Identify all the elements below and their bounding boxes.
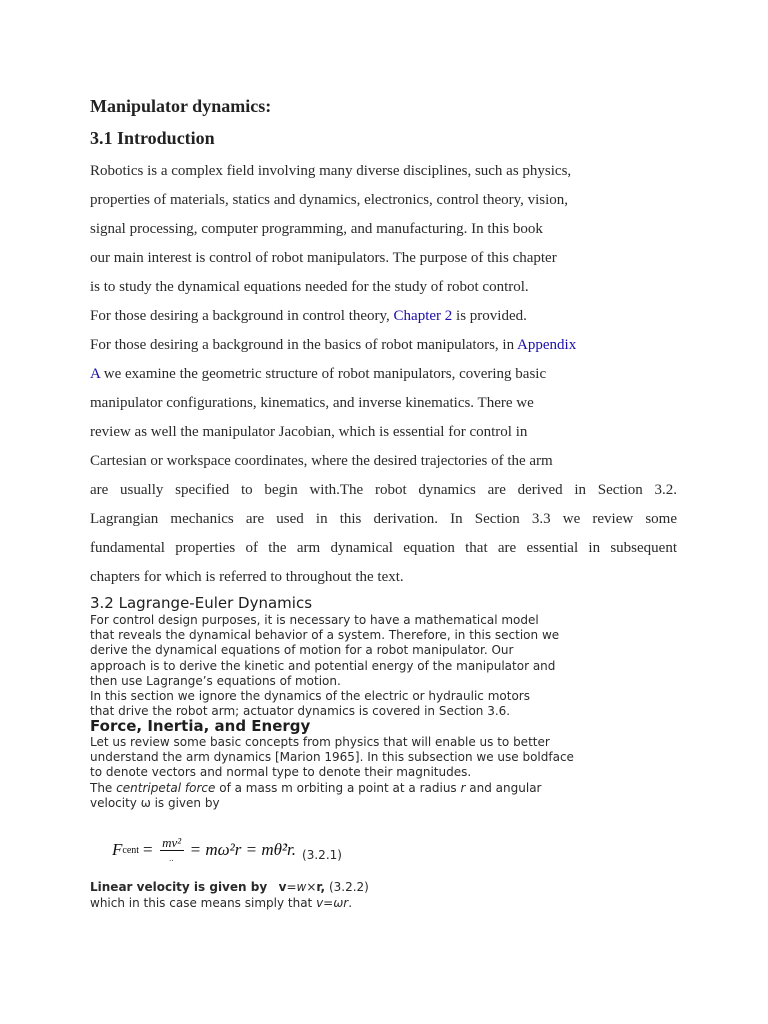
intro-line: Cartesian or workspace coordinates, where the desired trajectories of the arm [90,453,553,469]
paragraph-line: Let us review some basic concepts from physics that will enable us to better [90,735,550,749]
intro-line: signal processing, computer programming, and manufacturing. In this book [90,221,543,237]
intro-line: is to study the dynamical equations needed for the study of robot control. [90,279,529,295]
paragraph-line: then use Lagrange’s equations of motion. [90,673,341,688]
appendix-a-link-cont[interactable]: A [90,366,101,382]
paragraph-line: velocity ω is given by [90,795,220,810]
paragraph-line: derive the dynamical equations of motion for a robot manipulator. Our [90,643,514,658]
cross-symbol: × [306,880,317,894]
centripetal-middle: of a mass m orbiting a point at a radius [219,780,457,795]
radius-symbol: r [460,780,466,795]
section-3-1-heading: 3.1 Introduction [90,128,215,148]
linear-velocity-label: Linear velocity is given by [90,880,268,894]
centripetal-term: centripetal force [116,780,216,795]
chapter-2-link[interactable]: Chapter 2 [393,308,453,324]
intro-line: manipulator configurations, kinematics, and inverse kinematics. There we [90,395,534,411]
document-title: Manipulator dynamics: [90,96,272,116]
centripetal-line [90,781,574,796]
centripetal-suffix: and angular [469,780,542,795]
linear-velocity-line-2 [90,896,352,911]
intro-line: Robotics is a complex field involving many diverse disciplines, such as physics, [90,163,572,179]
radius-vector: r, [316,880,326,894]
linear-velocity-explanation: which in this case means simply that [90,896,313,910]
chapter2-line [90,307,527,325]
period: . [348,896,353,910]
equation-number: (3.2.2) [328,880,369,894]
formula-lhs-subscript: cent [122,844,140,856]
formula-equals: = [143,840,153,859]
linear-velocity-equation: v=ωr [316,896,349,910]
intro-line: our main interest is control of robot manipulators. The purpose of this chapter [90,250,557,266]
justified-line: fundamental properties of the arm dynamical equation that are essential in subsequent [90,540,677,556]
paragraph-line: approach is to derive the kinetic and potential energy of the manipulator and [90,658,556,673]
formula-fraction [160,836,184,865]
section-3-2-heading: 3.2 Lagrange-Euler Dynamics [90,594,313,612]
paragraph-line: understand the arm dynamics [Marion 1965]. In this subsection we use boldface [90,750,574,765]
formula-lhs: F [112,840,123,859]
appendix-line-prefix: For those desiring a background in the basics of robot manipulators, in [90,337,515,353]
force-paragraph [90,735,574,811]
intro-line: properties of materials, statics and dynamics, electronics, control theory, vision, [90,192,569,208]
justified-line: Lagrangian mechanics are used in this derivation. In Section 3.3 we review some [90,511,677,527]
paragraph-line: In this section we ignore the dynamics of the electric or hydraulic motors [90,688,530,703]
intro-last-line: chapters for which is referred to throughout the text. [90,569,404,585]
omega-symbol: w [296,880,307,894]
linear-velocity-line [90,880,369,895]
section-3-2-paragraph [90,613,559,719]
paragraph-line: that reveals the dynamical behavior of a system. Therefore, in this section we [90,628,560,643]
chapter2-line-suffix: is provided. [456,308,527,324]
velocity-vector: v [278,880,287,894]
paragraph-line: to denote vectors and normal type to denote their magnitudes. [90,765,472,780]
paragraph-line: that drive the robot arm; actuator dynamics is covered in Section 3.6. [90,704,511,719]
formula-rhs: = mω²r = mθ̇²r. [189,840,297,859]
fraction-denominator: .. [169,852,174,863]
appendix-a-link[interactable]: Appendix [517,337,577,353]
paragraph-line: For control design purposes, it is necessary to have a mathematical model [90,613,539,627]
centripetal-prefix: The [90,780,113,795]
fraction-numerator: mv² [162,834,182,850]
chapter2-line-prefix: For those desiring a background in control theory, [90,308,390,324]
equation-number: (3.2.1) [302,848,342,862]
equals-sign: = [286,880,297,894]
appendix-line-suffix: we examine the geometric structure of robot manipulators, covering basic [103,366,547,382]
formula-body [112,836,296,865]
centripetal-force-formula [112,830,342,870]
force-inertia-energy-heading: Force, Inertia, and Energy [90,717,311,735]
intro-line: review as well the manipulator Jacobian, which is essential for control in [90,424,528,440]
justified-line: are usually specified to begin with.The robot dynamics are derived in Section 3.2. [90,482,677,498]
appendix-line-2 [90,365,546,383]
appendix-line [90,336,576,354]
